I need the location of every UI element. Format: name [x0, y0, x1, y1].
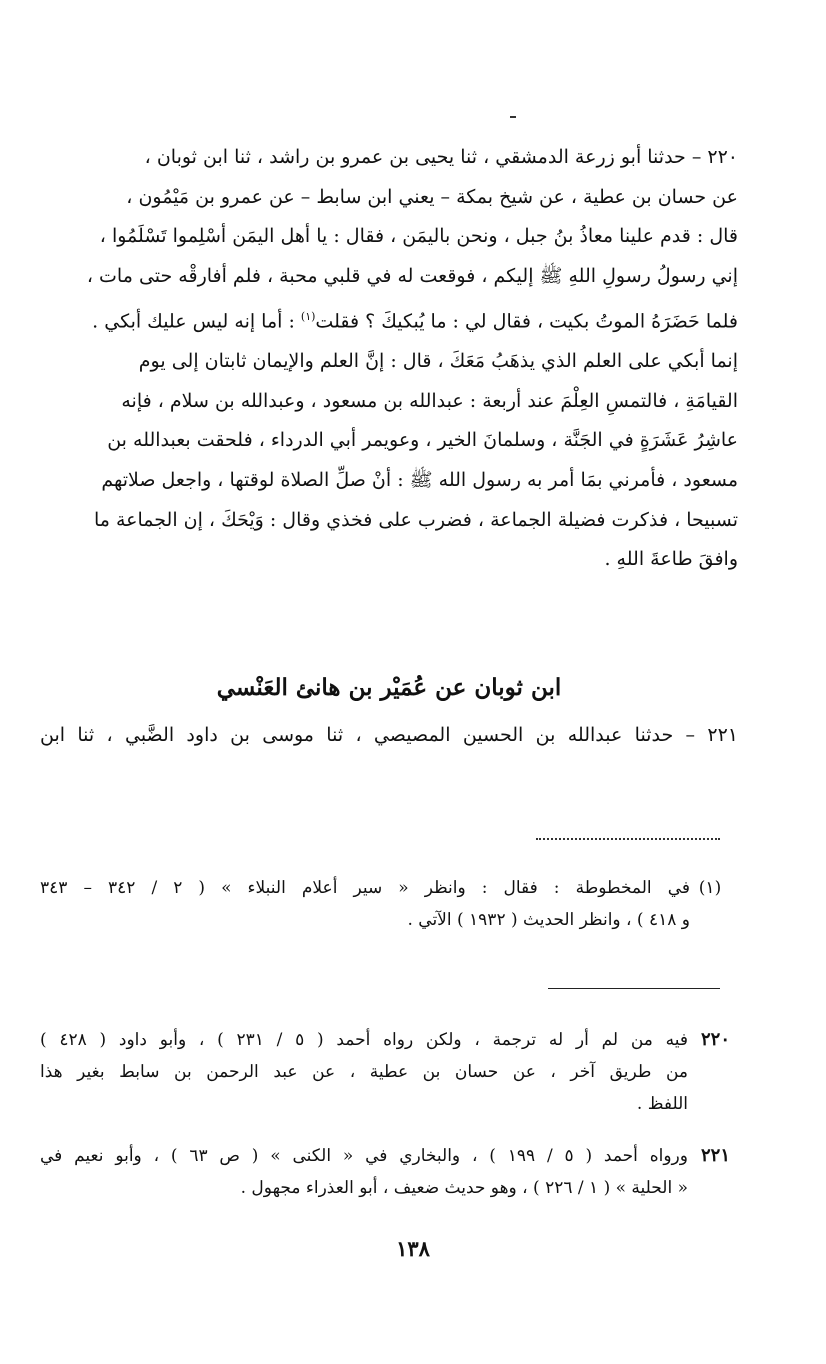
text-line-part: : أما إنه ليس عليك أبكي . — [92, 310, 301, 333]
text-line: إنما أبكي على العلم الذي يذهَبُ مَعَكَ ، قال : إنَّ العلم والإيمان ثابتان إلى يوم — [138, 349, 738, 372]
text-line: عن حسان بن عطية ، عن شيخ بمكة – يعني ابن سابط – عن عمرو بن مَيْمُون ، — [126, 185, 738, 208]
section-heading: ابن ثوبان عن عُمَيْر بن هانئ العَنْسي — [216, 674, 562, 701]
note-line: اللفظ . — [636, 1094, 688, 1114]
page-number: ١٣٨ — [396, 1236, 430, 1261]
note-number: ٢٢٠ — [700, 1029, 730, 1050]
text-line: تسبيحا ، فذكرت فضيلة الجماعة ، فضرب على فخذي وقال : وَيْحَكَ ، إن الجماعة ما — [93, 508, 738, 531]
dotted-separator — [536, 838, 720, 840]
footnote-line: في المخطوطة : فقال : وانظر « سير أعلام النبلاء » ( ٢ / ٣٤٢ – ٣٤٣ — [40, 878, 690, 898]
notes-separator — [548, 988, 720, 989]
ink-mark — [510, 116, 516, 118]
text-line: قال : قدم علينا معاذُ بنُ جبل ، ونحن باليمَن ، فقال : يا أهل اليمَن أسْلِموا تَسْلَمُوا ، — [99, 225, 738, 248]
hadith-221-text: ٢٢١ – حدثنا عبدالله بن الحسين المصيصي ، ثنا موسى بن داود الضَّبي ، ثنا ابن — [40, 724, 738, 746]
footnote — [40, 872, 690, 936]
footnote-number: (١) — [698, 878, 722, 898]
note-line: ورواه أحمد ( ٥ / ١٩٩ ) ، والبخاري في « الكنى » ( ص ٦٣ ) ، وأبو نعيم في — [40, 1146, 688, 1166]
text-line — [40, 297, 738, 342]
hadith-220-text — [40, 138, 738, 580]
note-line: فيه من لم أر له ترجمة ، ولكن رواه أحمد ( ٥ / ٢٣١ ) ، وأبو داود ( ٤٢٨ ) — [40, 1030, 688, 1050]
note-line: « الحلية » ( ١ / ٢٢٦ ) ، وهو حديث ضعيف ، أبو العذراء مجهول . — [240, 1178, 688, 1198]
text-line: وافقَ طاعةَ اللهِ . — [604, 548, 738, 571]
text-line: ٢٢٠ – حدثنا أبو زرعة الدمشقي ، ثنا يحيى بن عمرو بن راشد ، ثنا ابن ثوبان ، — [144, 146, 738, 168]
text-line: مسعود ، فأمرني بمَا أمر به رسول الله ﷺ : أنْ صلِّ الصلاة لوقتها ، واجعل صلاتهم — [101, 468, 738, 491]
note-221 — [40, 1140, 688, 1204]
footnote-line: و ٤١٨ ) ، وانظر الحديث ( ١٩٣٢ ) الآتي . — [407, 910, 690, 930]
note-line: من طريق آخر ، عن حسان بن عطية ، عن عبد الرحمن بن سابط بغير هذا — [40, 1062, 688, 1082]
text-line: عاشِرُ عَشَرَةٍ في الجَنَّة ، وسلمانَ الخير ، وعويمر أبي الدرداء ، فلحقت بعبدالله بن — [107, 429, 738, 452]
text-line: القيامَةِ ، فالتمسِ العِلْمَ عند أربعة : عبدالله بن مسعود ، وعبدالله بن سلام ، فإنه — [121, 389, 738, 412]
text-line-part: فلما حَضَرَهُ الموتُ بكيت ، فقال لي : ما يُبكيكَ ؟ فقلت — [315, 310, 738, 333]
note-220 — [40, 1024, 688, 1120]
text-line: إني رسولُ رسولِ اللهِ ﷺ إليكم ، فوقعت له في قلبي محبة ، فلم أفارقْه حتى مات ، — [86, 265, 738, 288]
footnote-ref: (١) — [300, 309, 316, 323]
note-number: ٢٢١ — [700, 1145, 730, 1166]
